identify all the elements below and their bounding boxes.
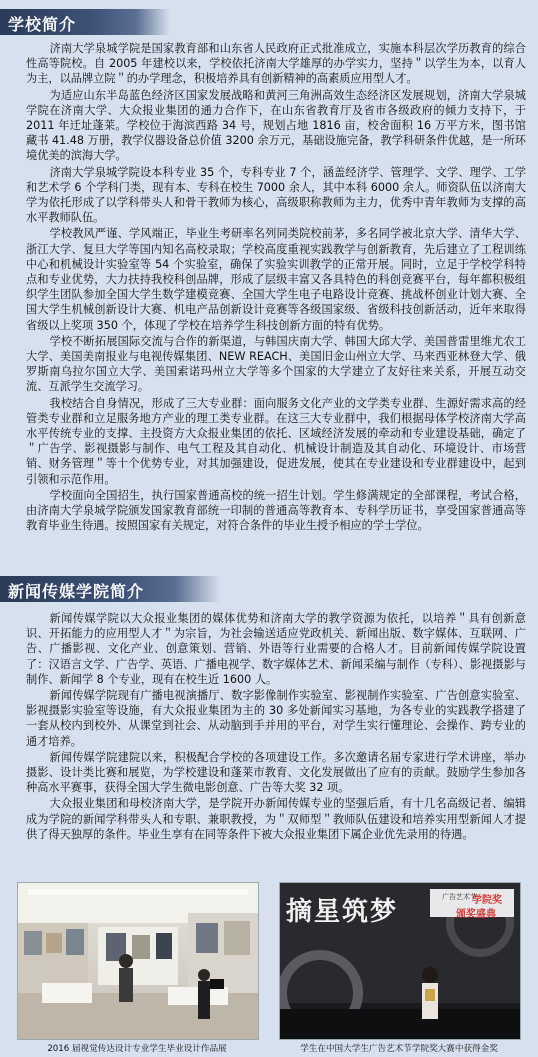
paragraph: 新闻传媒学院现有广播电视演播厅、数字影像制作实验室、影视制作实验室、广告创意实验室、影视摄影实验室等设施，有大众报业集团为主的 30 多处新闻实习基地，为各专业的实践教学搭建了一套从校内到校外、从课堂到社会、从动脑到手并用的平台，对学生实行懂理论、会操作、跨专业的通才培养。 xyxy=(26,689,526,748)
media-college-heading-bar xyxy=(0,576,220,602)
paragraph: 学校面向全国招生，执行国家普通高校的统一招生计划。学生修满规定的全部课程，考试合格，由济南大学泉城学院颁发国家教育部统一印制的普通高等教育本、专科学历证书，享受国家普通高等教育毕业生待遇。按照国家有关规定，对符合条件的毕业生授予相应的学士学位。 xyxy=(26,488,526,533)
paragraph: 为适应山东半岛蓝色经济区国家发展战略和黄河三角洲高效生态经济区发展规划，济南大学泉城学院在济南大学、大众报业集团的通力合作下，在山东省教育厅及省市各级政府的倾力支持下，于2011 年迁址蓬莱。学校位于海滨西路 34 号，规划占地 1816 亩，校舍面积 16 万平方米，图书馆藏书 41.48 万册，教学仪器设备总价值 3200 余万元，基础设施完备，教学科研条件优越，是一所环境优美的滨海大学。 xyxy=(26,88,526,163)
exhibition-photo xyxy=(17,882,259,1040)
award-badge-ceremony: 颁奖盛典 xyxy=(456,909,496,920)
paragraph: 学校教风严谨、学风端正，毕业生考研率名列同类院校前茅，多名同学被北京大学、清华大学、浙江大学、复旦大学等国内知名高校录取；学校高度重视实践教学与创新教育，先后建立了工程训练中心和机械设计实验室等 54 个实验室，确保了实验实训教学的正常开展。同时，立足于学校学科特点和专业优势，大力扶持我校科创品牌，形成了层级丰富又各具特色的科创竞赛平台，每年都积极组织学生团队参加全国大学生数学建模竞赛、全国大学生电子电路设计竞赛、挑战杯创业计划大赛、全国大学生机械创新设计大赛、机电产品创新设计竞赛等各级国家级、省级科技创新活动，近年来取得省级以上奖项 350 个，体现了学校在培养学生科技创新方面的特有优势。 xyxy=(26,227,526,332)
exhibition-scene-illustration xyxy=(18,883,258,1039)
award-badge: 学院奖 xyxy=(472,895,502,906)
paragraph: 济南大学泉城学院是国家教育部和山东省人民政府正式批准成立，实施本科层次学历教育的综合性高等院校。自 2005 年建校以来，学校依托济南大学雄厚的办学实力，坚持＂以学生为本，以育人为主，以品牌立院＂的办学理念，积极培养具有创新精神的高素质应用型人才。 xyxy=(26,42,526,86)
paragraph: 学校不断拓展国际交流与合作的新渠道，与韩国庆南大学、韩国大邱大学、美国普雷里维尤农工大学、美国美南报业与电视传媒集团、NEW REACH、美国旧金山州立大学、马来西亚林登大学、俄罗斯南乌拉尔国立大学、美国索诺玛州立大学等多个国家的大学建立了友好往来关系，开展互动交流、互派学生交流学习。 xyxy=(26,334,526,394)
school-intro-heading: 学校简介 xyxy=(8,15,77,34)
school-intro-text xyxy=(26,41,526,534)
exhibition-caption: 2016 届视觉传达设计专业学生毕业设计作品展 xyxy=(47,1044,227,1054)
award-sign-title: 摘星筑梦 xyxy=(286,897,399,927)
media-college-heading: 新闻传媒学院简介 xyxy=(8,582,145,601)
paragraph: 济南大学泉城学院设本科专业 35 个，专科专业 7 个，涵盖经济学、管理学、文学、理学、工学和艺术学 6 个学科门类，现有本、专科在校生 7000 余人，其中本科 6000 余人。师资队伍以济南大学为依托形成了以学科带头人和骨干教师为核心，高级职称教师为主力，优秀中青年教师为支撑的高水平教师队伍。 xyxy=(26,165,526,225)
paragraph: 大众报业集团和母校济南大学，是学院开办新闻传媒专业的坚强后盾，有十几名高级记者、编辑成为学院的新闻学科带头人和专职、兼职教授，为＂双师型＂教师队伍建设和培养实用型新闻人才提供了得天独厚的条件。毕业生享有在同等条件下被大众报业集团下属企业优先录用的待遇。 xyxy=(26,797,526,841)
school-intro-heading-bar xyxy=(0,9,170,35)
media-college-text xyxy=(26,611,526,842)
award-caption: 学生在中国大学生广告艺术节学院奖大赛中获得金奖 xyxy=(300,1044,498,1054)
paragraph: 我校结合自身情况，形成了三大专业群：面向服务文化产业的文学类专业群、生源好需求高的经管类专业群和立足服务地方产业的理工类专业群。在这三大专业群中，我们根据母体学校济南大学高水平传统专业的支撑、主投资方大众报业集团的依托、区域经济发展的牵动和专业建设基础，确定了＂广告学、影视摄影与制作、电气工程及其自动化、机械设计制造及其自动化、环境设计、市场营销、财务管理＂等十个优势专业，对其加强建设，促进发展，使其在专业建设和专业群建设中，起到引领和示范作用。 xyxy=(26,396,526,486)
paragraph: 新闻传媒学院以大众报业集团的媒体优势和济南大学的教学资源为依托，以培养＂具有创新意识、开拓能力的应用型人才＂为宗旨，为社会输送适应党政机关、新闻出版、数字媒体、互联网、广告、广播影视、文化产业、创意策划、营销、外语等行业需要的合格人才。目前新闻传媒学院设置了：汉语言文学、广告学、英语、广播电视学、数字媒体艺术、新闻采编与制作（专科）、影视摄影与制作、新闻学 8 个专业，现有在校生近 1600 人。 xyxy=(26,612,526,686)
award-badge-sub: 广告艺术节 xyxy=(442,893,477,901)
paragraph: 新闻传媒学院建院以来，积极配合学校的各项建设工作。多次邀请名届专家进行学术讲座，举办摄影、设计类比赛和展览，为学校建设和蓬莱市教育、文化发展做出了应有的贡献。鼓励学生参加各种高水平赛事，获得全国大学生微电影创意、广告等大奖 32 项。 xyxy=(26,750,526,795)
award-photo xyxy=(279,882,521,1040)
